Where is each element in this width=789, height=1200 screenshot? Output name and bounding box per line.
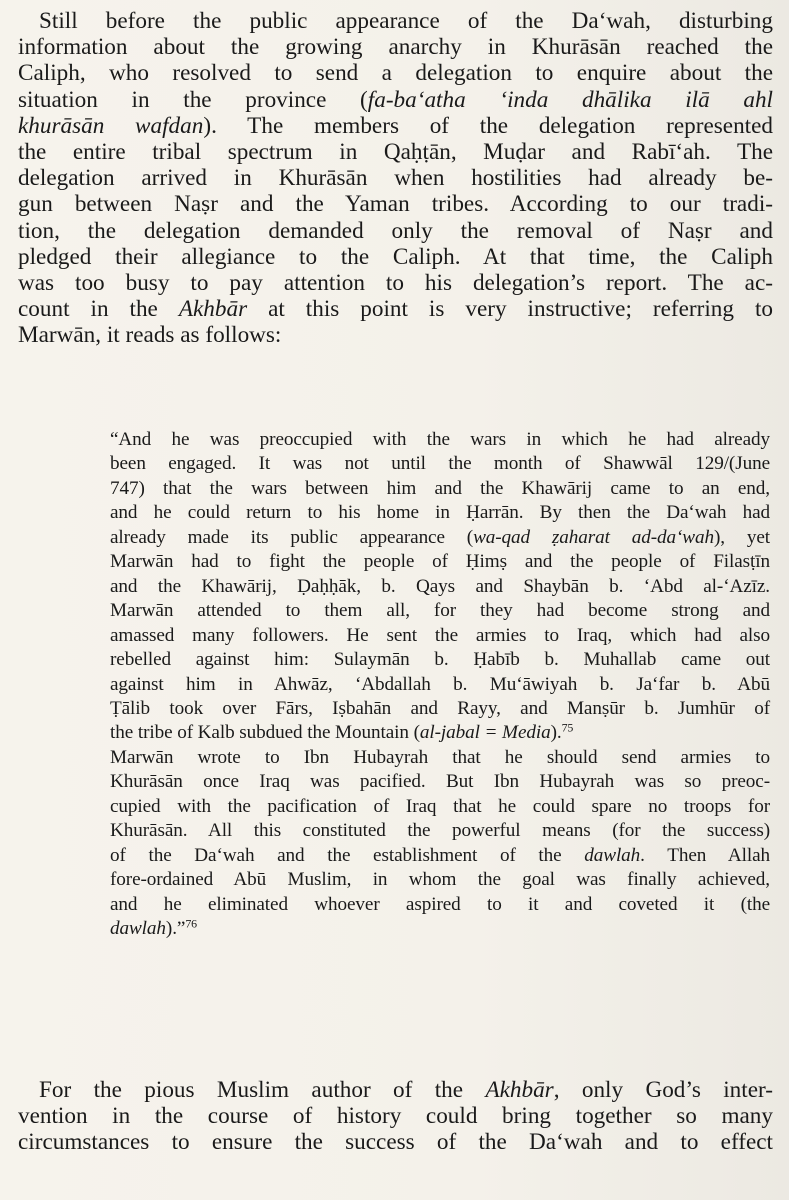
italic-transliteration: wa-qad ẓaharat ad-da‘wah — [473, 526, 714, 548]
text-segment: at this point is very instructive; referring to — [247, 296, 773, 323]
quote-line: rebelled against him: Sulaymān b. Ḥabīb b. Muhallab came out — [110, 649, 770, 671]
quote-line: and he could return to his home in Ḥarrān. By then the Da‘wah had — [110, 502, 770, 524]
text-line: information about the growing anarchy in Khurāsān reached the — [18, 34, 773, 61]
text-line: Caliph, who resolved to send a delegation to enquire about the — [18, 60, 773, 87]
text-segment: For the pious Muslim author of the — [39, 1077, 486, 1103]
italic-title: Akhbār — [485, 1077, 554, 1103]
quote-line: amassed many followers. He sent the armies to Iraq, which had also — [110, 624, 770, 646]
text-segment: the tribe of Kalb subdued the Mountain ( — [110, 722, 420, 744]
text-line: Marwān, it reads as follows: — [18, 322, 282, 349]
text-line: gun between Naṣr and the Yaman tribes. According to our tradi- — [18, 191, 773, 218]
text-segment: of the Da‘wah and the establishment of the — [110, 844, 585, 866]
italic-transliteration: khurāsān wafdan — [18, 112, 204, 139]
quote-line: Ṭālib took over Fārs, Iṣbahān and Rayy, and Manṣūr b. Jumhūr of — [110, 697, 770, 719]
text-segment: , only God’s inter- — [553, 1077, 773, 1103]
quote-line: fore-ordained Abū Muslim, in whom the goal was finally achieved, — [110, 869, 770, 891]
footnote-marker: 76 — [185, 916, 198, 931]
text-line: the entire tribal spectrum in Qaḥṭān, Muḍar and Rabī‘ah. The — [18, 139, 773, 166]
quote-line: Marwān attended to them all, for they had become strong and — [110, 600, 770, 622]
quote-line — [110, 721, 770, 745]
text-line — [18, 87, 773, 113]
italic-transliteration: al-jabal = Media — [419, 722, 551, 744]
quote-line: Khurāsān once Iraq was pacified. But Ibn Hubayrah was so preoc- — [110, 771, 770, 793]
italic-title: Akhbār — [178, 296, 248, 323]
text-segment: . Then Allah — [640, 844, 770, 866]
quote-line: 747) that the wars between him and the Khawārij came to an end, — [110, 477, 770, 499]
text-segment: ). The members of the delegation represented — [203, 112, 773, 139]
text-segment: ).” — [165, 918, 186, 940]
quote-line: against him in Ahwāz, ‘Abdallah b. Mu‘āwiyah b. Ja‘far b. Abū — [110, 673, 770, 695]
italic-term: dawlah — [584, 844, 641, 866]
quote-line: Marwān wrote to Ibn Hubayrah that he should send armies to — [110, 746, 770, 768]
footnote-marker: 75 — [561, 720, 574, 735]
text-line: circumstances to ensure the success of the Da‘wah and to effect — [18, 1129, 773, 1156]
italic-transliteration: fa-ba‘atha ‘inda dhālika ilā ahl — [367, 86, 774, 113]
text-line: was too busy to pay attention to his delegation’s report. The ac- — [18, 270, 773, 297]
text-segment: situation in the province ( — [18, 86, 368, 113]
text-line: tion, the delegation demanded only the removal of Naṣr and — [18, 217, 773, 244]
quote-line: and the Khawārij, Ḍaḥḥāk, b. Qays and Shaybān b. ‘Abd al-‘Azīz. — [110, 575, 770, 597]
text-line — [18, 113, 773, 139]
text-line: delegation arrived in Khurāsān when hostilities had already be- — [18, 165, 773, 192]
text-line: vention in the course of history could bring together so many — [18, 1103, 773, 1130]
quote-line — [110, 844, 770, 868]
quote-line: and he eliminated whoever aspired to it and coveted it (the — [110, 893, 770, 915]
quote-line: been engaged. It was not until the month of Shawwāl 129/(June — [110, 453, 770, 475]
text-segment: already made its public appearance ( — [110, 526, 474, 548]
quote-line — [110, 917, 770, 941]
text-segment: ), yet — [714, 526, 771, 548]
text-line: pledged their allegiance to the Caliph. At that time, the Caliph — [18, 243, 773, 270]
paragraph-2 — [18, 1077, 773, 1156]
quote-line: Khurāsān. All this constituted the powerful means (for the success) — [110, 820, 770, 842]
paragraph-1 — [18, 8, 773, 349]
text-segment: ). — [550, 722, 562, 744]
quote-line: cupied with the pacification of Iraq that he could spare no troops for — [110, 795, 770, 817]
text-line: Still before the public appearance of the Da‘wah, disturbing — [39, 8, 773, 34]
quote-line: “And he was preoccupied with the wars in which he had already — [110, 429, 770, 450]
text-line — [18, 296, 773, 322]
block-quote — [110, 428, 770, 942]
text-segment: count in the — [18, 296, 179, 323]
text-line — [18, 1077, 773, 1103]
italic-term: dawlah — [110, 918, 166, 940]
quote-line: Marwān had to fight the people of Ḥimṣ and the people of Filasṭīn — [110, 551, 770, 573]
quote-line — [110, 526, 770, 550]
